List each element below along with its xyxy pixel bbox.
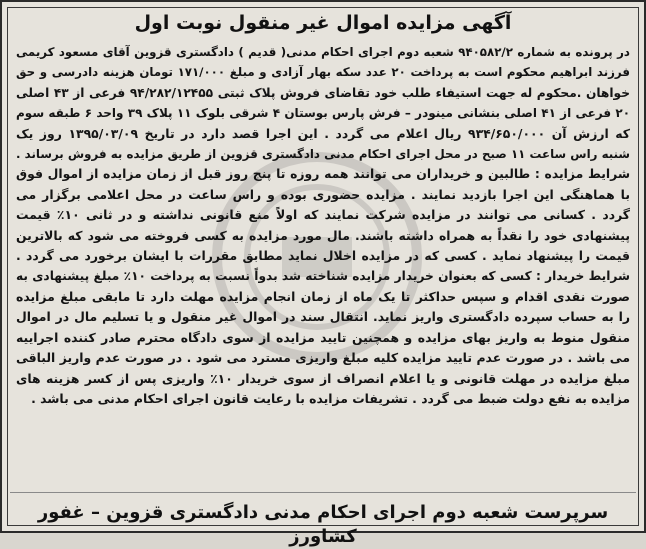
notice-line: گردد . کسانی می توانند در مزایده شرکت نمایند که اولاً منع قانونی نداشته و در ثانی ۱۰٪ قیمت [16,207,630,223]
notice-signature: سرپرست شعبه دوم اجرای احکام مدنی دادگستری قزوین – غفور کشاورز [37,502,609,547]
notice-line: شرایط مزایده : طالبین و خریداران می توانند همه روزه تا پنج روز قبل از زمان مزایده از اموال فوق [16,166,630,182]
notice-line: که ارزش آن ۹۳۴/۶۵۰/۰۰۰ ریال اعلام می گردد . این اجرا قصد دارد در تاریخ ۱۳۹۵/۰۳/۰۹ روز یک [16,125,630,141]
notice-title: آگهی مزایده اموال غیر منقول نوبت اول [134,12,512,34]
notice-line: را به حساب سپرده دادگستری واریز نماید. انتقال سند در اموال غیر منقول و یا تسلیم مال در اموال [16,309,630,325]
notice-line: ۲۰ فرعی از ۴۱ اصلی بنشانی مینودر – فرش پارس بوستان ۴ شرقی بلوک ۱۱ پلاک ۳۹ واحد ۶ طبقه سوم [16,106,631,121]
notice-line: قیمت را پیشنهاد نماید . کسی که در مزایده اخلال نماید مطابق مقررات با ایشان برخورد می گردد . [16,248,630,264]
notice-line: مزایده به نفع دولت ضبط می گردد . تشریفات مزایده با رعایت قانون اجرای احکام مدنی می باشد . [31,390,630,406]
signature-divider [10,492,636,493]
notice-line: با هماهنگی این اجرا بازدید نمایند . مزایده حضوری بوده و راس ساعت در محل اعلامی برگزار می [16,186,630,202]
notice-line: مبلغ مزایده در مهلت قانونی و یا اعلام انصراف از سوی خریدار ۱۰٪ واریزی پس از کسر هزینه های [16,370,631,386]
notice-line: منقول منوط به واریز بهای مزایده و همچنین تایید مزایده از سوی دادگاه محترم صادر کننده اجراییه [16,329,630,345]
notice-line: شرایط خریدار : کسی که بعنوان خریدار مزایده شناخته شد بدواً نسبت به پرداخت ۱۰٪ مبلغ پیشنهادی به [16,269,630,284]
notice-line: می باشد . در صورت عدم تایید مزایده کلیه مبلغ واریزی مسترد می شود . در صورت عدم واریز الباقی [16,350,630,366]
notice-line: در پرونده به شماره ۹۴۰۵۸۲/۲ شعبه دوم اجرای احکام مدنی( قدیم ) دادگستری قزوین آقای مسعود کریمی [16,45,630,59]
notice-body [16,42,630,409]
notice-line: صورت نقدی اقدام و سپس حداکثر تا یک ماه از زمان انجام مزایده مهلت دارد تا مابقی مبلغ مزایده [16,288,630,304]
notice-line: فرزند ابراهیم محکوم است به پرداخت ۲۰ عدد سکه بهار آزادی و مبلغ ۱۷۱/۰۰۰ تومان هزینه دادرسی و حق [16,65,630,80]
notice-line: خواهان .محکوم له جهت استیفاء طلب خود تقاضای فروش پلاک ثبتی ۹۴/۲۸۲/۱۲۴۵۵ فرعی از ۴۳ اصلی [16,85,630,100]
notice-line: شنبه راس ساعت ۱۱ صبح در محل اجرای احکام مدنی دادگستری قزوین از طریق مزایده به فروش برساند . [16,147,630,162]
notice-line: پیشنهادی خود را نقداً به همراه داشته باشند. مال مورد مزایده به کسی فروخته می شود که بالاترین [16,227,630,243]
